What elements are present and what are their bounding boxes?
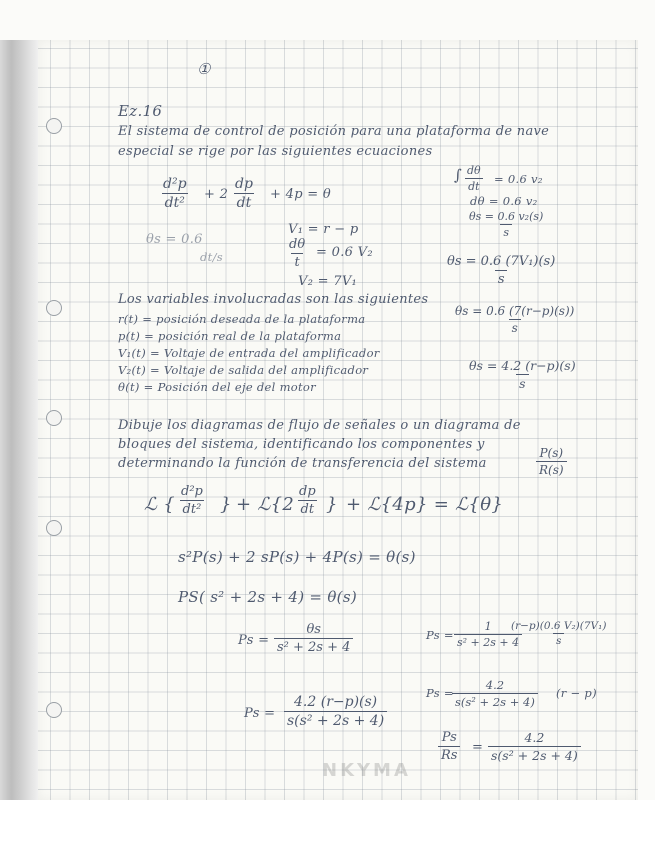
- task-line-3: determinando la función de transferencia del sistema: [118, 456, 487, 471]
- step-2: PS( s² + 2s + 4) = θ(s): [178, 588, 357, 606]
- def-v1: V₁ = r − p: [288, 222, 359, 237]
- theta-result-3: $\frac{\theta s = 4.2 (r-p)(s)}{s}$: [469, 358, 576, 391]
- ps-right2-fraction: $\frac{4.2}{\text{s(s² + 2s + 4)}}$: [452, 678, 538, 709]
- ps1-lhs: Ps =: [238, 633, 270, 648]
- right-line-3: $\frac{\text{θs = 0.6 v₂(s)}}{s}$: [469, 210, 544, 239]
- page-number: ①: [197, 60, 211, 78]
- ps-right1-fraction: $\frac{1}{\text{s² + 2s + 4}}$: [454, 620, 522, 649]
- integral-sign: ∫: [454, 166, 463, 184]
- final-equals: =: [472, 740, 484, 755]
- laplace-l2: + ℒ{2: [236, 494, 295, 515]
- ps-right1-rest: $\frac{\text{(r−p)(0.6 V₂)(7V₁)}}{s}$: [511, 620, 607, 647]
- right-line-2: dθ = 0.6 v₂: [470, 194, 538, 208]
- ps-right2-lhs: Ps =: [426, 686, 454, 700]
- laplace-dp-fraction: $\frac{dp}{dt}$: [299, 484, 316, 517]
- tf-label: $\frac{P(s)}{R(s)}$: [536, 446, 567, 477]
- laplace-l1: ℒ {: [144, 494, 176, 515]
- eq-rest: + 4p = θ: [270, 187, 332, 202]
- int-rest: = 0.6 v₂: [494, 172, 543, 186]
- binder-hole: [46, 702, 62, 718]
- watermark: NKYMA: [322, 760, 411, 781]
- var-r: r(t) = posición deseada de la plataforma: [118, 312, 366, 326]
- laplace-d2p-fraction: $\frac{\text{d²p}}{\text{dt²}}$: [181, 484, 203, 517]
- binder-edge: [0, 40, 38, 808]
- laplace-l2-close: }: [326, 494, 338, 515]
- binder-hole: [46, 300, 62, 316]
- left-note: θs = 0.6: [146, 232, 203, 247]
- def-v2: V₂ = 7V₁: [298, 274, 358, 289]
- var-v1: V₁(t) = Voltaje de entrada del amplificador: [118, 346, 380, 360]
- var-p: p(t) = posición real de la plataforma: [118, 329, 342, 343]
- intro-line-2: especial se rige por las siguientes ecuaciones: [118, 144, 433, 159]
- theta-result-1: $\frac{\text{θs = 0.6 (7V₁)(s)}}{s}$: [447, 254, 556, 287]
- eq-d2p-fraction: $\frac{\text{d²p}}{\text{dt²}}$: [163, 176, 187, 211]
- task-line-2: bloques del sistema, identificando los componentes y: [118, 437, 485, 452]
- theta-result-2: $\frac{\theta s = 0.6 (7(r-p)(s))}{s}$: [455, 304, 575, 335]
- def-dtheta-fraction: $\frac{d\theta}{t}$: [289, 237, 306, 270]
- ps1-fraction: $\frac{\theta s}{\text{s² + 2s + 4}}$: [274, 622, 353, 655]
- laplace-l3: + ℒ{4p} = ℒ{θ}: [346, 494, 504, 515]
- step-1: s²P(s) + 2 sP(s) + 4P(s) = θ(s): [178, 548, 416, 566]
- binder-hole: [46, 520, 62, 536]
- def-dtheta-rest: = 0.6 V₂: [316, 245, 373, 260]
- binder-hole: [46, 410, 62, 426]
- final-left-fraction: $\frac{Ps}{Rs}$: [438, 730, 460, 763]
- bottom-margin: [0, 800, 655, 848]
- eq-plus-2: + 2: [204, 187, 229, 202]
- laplace-l1-close: }: [220, 494, 232, 515]
- faint-note: dt/s: [200, 250, 223, 264]
- vars-title: Los variables involucradas son las siguientes: [118, 292, 429, 307]
- final-right-fraction: $\frac{4.2}{\text{s(s² + 2s + 4)}}$: [488, 730, 581, 763]
- task-line-1: Dibuje los diagramas de flujo de señales o un diagrama de: [118, 418, 521, 433]
- binder-hole: [46, 118, 62, 134]
- var-theta: θ(t) = Posición del eje del motor: [118, 380, 316, 394]
- ps2-fraction: $\frac{4.2 (r-p)(s)}{\text{s(s² + 2s + 4)}}$: [284, 694, 387, 729]
- intro-line-1: El sistema de control de posición para una plataforma de nave: [118, 124, 550, 139]
- ps-right1-lhs: Ps =: [426, 628, 454, 642]
- ps-right2-rest: (r − p): [556, 686, 597, 700]
- var-v2: V₂(t) = Voltaje de salida del amplificador: [118, 363, 369, 377]
- eq-dp-fraction: $\frac{dp}{dt}$: [235, 176, 253, 211]
- ps2-lhs: Ps =: [244, 706, 276, 721]
- exercise-label: Ez.16: [118, 102, 163, 120]
- int-fraction: $\frac{d\theta}{dt}$: [467, 164, 481, 193]
